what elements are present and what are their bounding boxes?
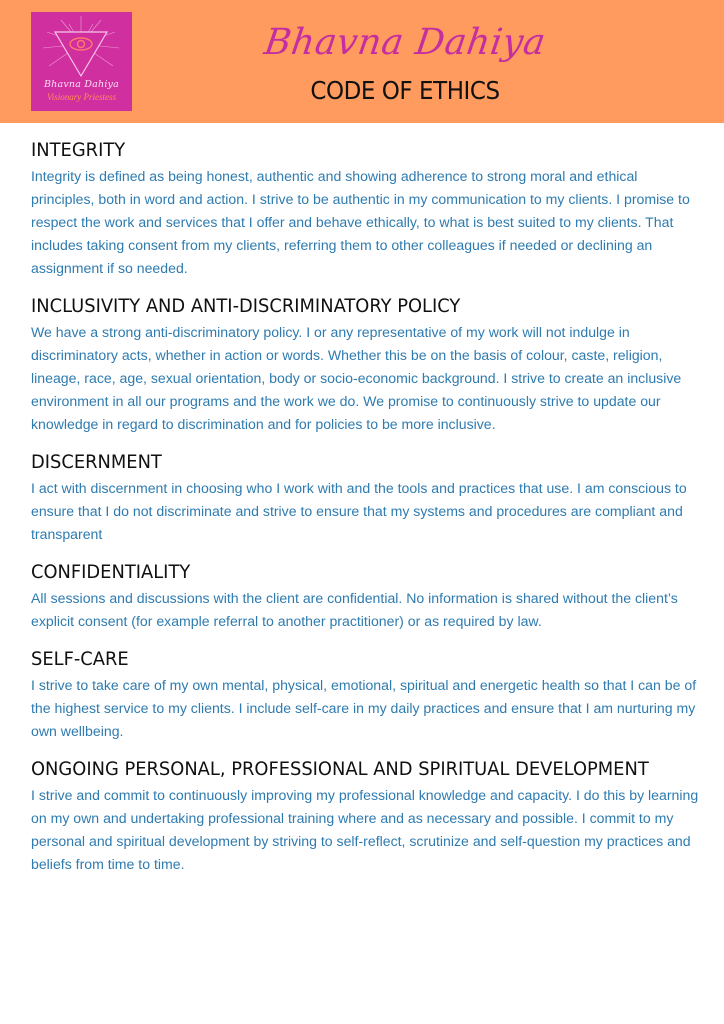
section-heading: DISCERNMENT (31, 451, 162, 473)
logo-name: Bhavna Dahiya (43, 79, 119, 90)
brand-name: Bhavna Dahiya (261, 22, 549, 63)
section-self-care (31, 647, 701, 743)
section-development (31, 757, 701, 876)
section-heading: ONGOING PERSONAL, PROFESSIONAL AND SPIRITUAL DEVELOPMENT (31, 758, 649, 780)
section-discernment (31, 450, 701, 546)
section-heading: INTEGRITY (31, 139, 126, 161)
section-confidentiality (31, 560, 701, 633)
section-heading: INCLUSIVITY AND ANTI-DISCRIMINATORY POLICY (31, 295, 461, 317)
section-body: All sessions and discussions with the client are confidential. No information is shared without the client’s explicit consent (for example referral to another practitioner) or as required by law. (31, 590, 678, 629)
logo-tagline: Visionary Priestess (46, 92, 117, 102)
section-heading: CONFIDENTIALITY (31, 561, 191, 583)
section-body: I act with discernment in choosing who I work with and the tools and practices that use. I am conscious to ensure that I do not discriminate and strive to ensure that my systems and procedures are compliant and transparent (31, 480, 687, 542)
section-body: Integrity is defined as being honest, authentic and showing adherence to strong moral and ethical principles, both in word and action. I strive to be authentic in my communication to my clients. I promise to respect the work and services that I offer and behave ethically, to what is best suited to my clients. That includes taking consent from my clients, referring them to other colleagues if needed or declining an assignment if so needed. (31, 168, 690, 276)
page-title: CODE OF ETHICS (310, 76, 500, 105)
logo (31, 12, 132, 111)
section-body: I strive and commit to continuously improving my professional knowledge and capacity. I do this by learning on my own and undertaking professional training where and as necessary and possible. I commit to my personal and spiritual development by striving to self-reflect, scrutinize and self-question my practices and beliefs from time to time. (31, 787, 699, 872)
ethics-content (31, 138, 701, 890)
header-banner (0, 0, 724, 123)
section-body: I strive to take care of my own mental, physical, emotional, spiritual and energetic health so that I can be of the highest service to my clients. I include self-care in my daily practices and ensure that I am nurturing my own wellbeing. (31, 677, 697, 739)
section-integrity (31, 138, 701, 280)
section-heading: SELF-CARE (31, 648, 129, 670)
section-inclusivity (31, 294, 701, 436)
section-body: We have a strong anti-discriminatory policy. I or any representative of my work will not indulge in discriminatory acts, whether in action or words. Whether this be on the basis of colour, caste, religion, lineage, race, age, sexual orientation, body or socio-economic background. I strive to create an inclusive environment in all our programs and the work we do. We promise to continuously strive to update our knowledge in regard to discrimination and for policies to be more inclusive. (31, 324, 682, 432)
